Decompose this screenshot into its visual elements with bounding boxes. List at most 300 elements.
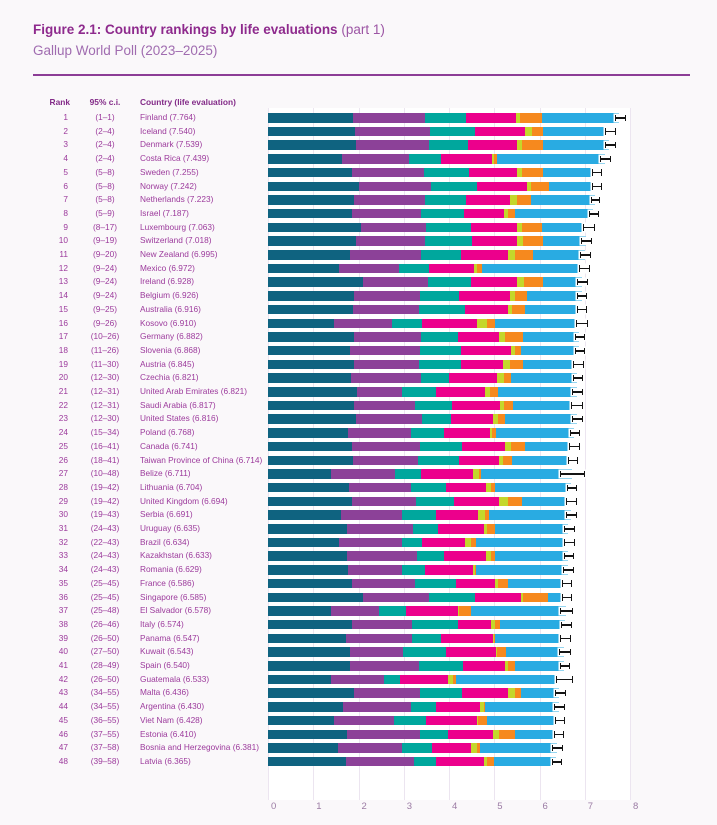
country-label: Australia (6.916) — [140, 303, 201, 314]
segment-1-dark-teal — [268, 264, 339, 274]
table-row — [0, 440, 717, 454]
country-label: Finland (7.764) — [140, 112, 196, 122]
country-label: Netherlands (7.223) — [140, 194, 214, 205]
segment-4-magenta — [466, 113, 516, 123]
ci-whisker — [560, 635, 571, 641]
segment-6-orange — [478, 716, 488, 726]
rank-value: 14 — [58, 290, 68, 301]
segment-7-light-blue — [543, 168, 596, 178]
ci-rank-range: (5–8) — [95, 166, 115, 177]
table-row — [0, 741, 717, 755]
ci-whisker — [564, 553, 574, 559]
ci-whisker — [605, 142, 616, 148]
segment-4-magenta — [444, 428, 490, 438]
segment-6-orange — [497, 647, 506, 657]
rank-value: 36 — [58, 591, 68, 602]
segment-4-magenta — [464, 209, 504, 219]
table-row — [0, 495, 717, 509]
segment-1-dark-teal — [268, 551, 347, 561]
country-label: Denmark (7.539) — [140, 139, 203, 150]
ci-rank-range: (37–58) — [90, 742, 120, 753]
segment-7-light-blue — [543, 277, 582, 287]
segment-2-purple — [331, 606, 379, 616]
segment-3-teal — [402, 510, 435, 520]
table-row — [0, 755, 717, 769]
ci-rank-range: (27–50) — [90, 646, 120, 657]
segment-7-light-blue — [495, 483, 571, 493]
table-row — [0, 618, 717, 632]
segment-1-dark-teal — [268, 497, 352, 507]
segment-7-light-blue — [480, 743, 556, 753]
segment-2-purple — [356, 414, 422, 424]
segment-6-orange — [512, 305, 525, 315]
ci-whisker — [576, 320, 588, 326]
segment-2-purple — [359, 182, 432, 192]
segment-1-dark-teal — [268, 387, 357, 397]
country-label: Singapore (6.585) — [140, 591, 207, 602]
stacked-bar — [268, 209, 593, 219]
ci-whisker — [577, 279, 588, 285]
segment-2-purple — [356, 140, 428, 150]
ci-rank-range: (5–9) — [95, 207, 115, 218]
rank-value: 28 — [58, 481, 68, 492]
segment-4-magenta — [469, 168, 517, 178]
segment-7-light-blue — [531, 195, 595, 205]
ci-rank-range: (25–45) — [90, 591, 120, 602]
segment-7-light-blue — [515, 209, 594, 219]
segment-5-yellow-green — [508, 250, 515, 260]
segment-2-purple — [356, 236, 425, 246]
country-label: Austria (6.845) — [140, 358, 195, 369]
segment-1-dark-teal — [268, 428, 348, 438]
segment-4-magenta — [462, 688, 509, 698]
country-label: Brazil (6.634) — [140, 536, 190, 547]
table-row — [0, 303, 717, 317]
segment-3-teal — [384, 675, 400, 685]
country-label: Italy (6.574) — [140, 618, 184, 629]
segment-2-purple — [341, 510, 403, 520]
segment-7-light-blue — [495, 551, 568, 561]
segment-7-light-blue — [521, 346, 579, 356]
segment-4-magenta — [448, 730, 493, 740]
segment-3-teal — [421, 332, 458, 342]
segment-6-orange — [515, 291, 527, 301]
segment-1-dark-teal — [268, 195, 354, 205]
segment-6-orange — [499, 730, 515, 740]
ci-rank-range: (2–4) — [95, 153, 115, 164]
segment-6-orange — [524, 277, 543, 287]
rank-value: 10 — [58, 235, 68, 246]
segment-3-teal — [429, 140, 468, 150]
segment-3-teal — [414, 757, 437, 767]
table-row — [0, 399, 717, 413]
segment-5-yellow-green — [499, 497, 508, 507]
segment-1-dark-teal — [268, 223, 361, 233]
segment-7-light-blue — [542, 113, 619, 123]
segment-7-light-blue — [525, 442, 573, 452]
segment-1-dark-teal — [268, 168, 352, 178]
table-row — [0, 125, 717, 139]
table-row — [0, 714, 717, 728]
ci-whisker — [554, 704, 565, 710]
stacked-bar — [268, 305, 581, 315]
ci-whisker — [575, 334, 585, 340]
segment-7-light-blue — [485, 702, 559, 712]
segment-3-teal — [420, 730, 448, 740]
table-row — [0, 645, 717, 659]
country-label: Canada (6.741) — [140, 440, 198, 451]
segment-5-yellow-green — [517, 277, 524, 287]
segment-4-magenta — [468, 140, 517, 150]
table-row — [0, 193, 717, 207]
table-row — [0, 577, 717, 591]
country-label: Panama (6.547) — [140, 632, 200, 643]
segment-2-purple — [352, 497, 416, 507]
segment-4-magenta — [477, 182, 527, 192]
stacked-bar — [268, 223, 587, 233]
stacked-bar — [268, 182, 596, 192]
ci-whisker — [568, 457, 578, 463]
table-row — [0, 659, 717, 673]
table-row — [0, 248, 717, 262]
segment-7-light-blue — [476, 538, 568, 548]
segment-6-orange — [487, 757, 494, 767]
x-tick-label: 1 — [316, 801, 322, 812]
segment-7-light-blue — [515, 730, 558, 740]
rank-value: 5 — [63, 166, 68, 177]
ci-whisker — [552, 759, 562, 765]
segment-4-magenta — [400, 675, 448, 685]
ci-rank-range: (37–55) — [90, 728, 120, 739]
rank-value: 2 — [63, 125, 68, 136]
ci-whisker — [605, 128, 616, 134]
segment-4-magenta — [429, 264, 474, 274]
ci-whisker — [555, 690, 566, 696]
ci-rank-range: (9–19) — [93, 235, 117, 246]
stacked-bar — [268, 538, 568, 548]
segment-4-magenta — [472, 236, 517, 246]
segment-2-purple — [347, 524, 413, 534]
stacked-bar — [268, 661, 564, 671]
stacked-bar — [268, 140, 609, 150]
ci-rank-range: (5–8) — [95, 180, 115, 191]
ci-rank-range: (25–45) — [90, 577, 120, 588]
segment-1-dark-teal — [268, 236, 356, 246]
segment-7-light-blue — [456, 675, 564, 685]
segment-3-teal — [421, 250, 461, 260]
country-label: Latvia (6.365) — [140, 755, 191, 766]
segment-3-teal — [426, 223, 471, 233]
segment-6-orange — [504, 401, 513, 411]
segment-4-magenta — [446, 483, 486, 493]
ci-rank-range: (9–24) — [93, 262, 117, 273]
segment-6-orange — [508, 661, 515, 671]
ci-whisker — [567, 485, 577, 491]
ci-rank-range: (39–58) — [90, 755, 120, 766]
ci-whisker — [563, 567, 574, 573]
table-row — [0, 508, 717, 522]
segment-1-dark-teal — [268, 757, 346, 767]
segment-3-teal — [392, 319, 423, 329]
rank-value: 38 — [58, 618, 68, 629]
title-divider-rule — [33, 74, 690, 76]
rank-value: 29 — [58, 495, 68, 506]
ci-whisker — [592, 169, 602, 175]
x-tick-label: 0 — [271, 801, 277, 812]
country-label: United Arab Emirates (6.821) — [140, 386, 247, 396]
segment-3-teal — [402, 387, 435, 397]
rank-value: 43 — [58, 687, 68, 698]
ci-whisker — [561, 622, 571, 628]
country-label: Argentina (6.430) — [140, 701, 205, 712]
ci-rank-range: (16–41) — [90, 440, 120, 451]
ci-whisker — [569, 443, 580, 449]
segment-6-orange — [498, 579, 508, 589]
ci-whisker — [575, 348, 585, 354]
segment-7-light-blue — [498, 387, 577, 397]
x-axis — [268, 801, 668, 817]
table-row — [0, 385, 717, 399]
table-row — [0, 467, 717, 481]
ci-whisker — [581, 238, 592, 244]
stacked-bar — [268, 716, 559, 726]
ci-whisker — [591, 197, 600, 203]
segment-6-orange — [510, 360, 523, 370]
stacked-bar — [268, 442, 573, 452]
segment-6-orange — [459, 606, 471, 616]
segment-2-purple — [351, 373, 422, 383]
rank-value: 31 — [58, 523, 68, 533]
segment-1-dark-teal — [268, 565, 348, 575]
segment-4-magenta — [471, 277, 517, 287]
segment-2-purple — [352, 579, 415, 589]
country-label: Germany (6.882) — [140, 331, 203, 342]
segment-2-purple — [354, 401, 415, 411]
segment-7-light-blue — [543, 127, 610, 137]
table-row — [0, 522, 717, 536]
table-row — [0, 673, 717, 687]
segment-4-magenta — [425, 565, 473, 575]
table-row — [0, 371, 717, 385]
ci-rank-range: (11–26) — [91, 344, 119, 355]
segment-2-purple — [346, 757, 414, 767]
stacked-bar — [268, 360, 578, 370]
table-column-headers — [0, 95, 717, 109]
segment-7-light-blue — [542, 223, 588, 233]
segment-7-light-blue — [506, 647, 564, 657]
segment-3-teal — [420, 291, 458, 301]
header-rank: Rank — [49, 97, 70, 107]
stacked-bar — [268, 647, 564, 657]
segment-5-yellow-green — [503, 360, 510, 370]
country-label: Estonia (6.410) — [140, 728, 197, 739]
segment-2-purple — [349, 483, 411, 493]
segment-3-teal — [425, 195, 466, 205]
table-row — [0, 686, 717, 700]
ci-rank-range: (26–46) — [90, 618, 120, 629]
segment-7-light-blue — [505, 414, 577, 424]
ci-rank-range: (12–30) — [90, 372, 120, 383]
segment-1-dark-teal — [268, 661, 350, 671]
segment-1-dark-teal — [268, 291, 354, 301]
segment-1-dark-teal — [268, 209, 352, 219]
segment-2-purple — [338, 743, 402, 753]
segment-2-purple — [331, 469, 395, 479]
rank-value: 3 — [63, 139, 68, 150]
segment-1-dark-teal — [268, 743, 338, 753]
segment-3-teal — [419, 661, 463, 671]
segment-3-teal — [413, 524, 438, 534]
segment-6-orange — [522, 168, 543, 178]
rank-value: 32 — [58, 536, 68, 547]
segment-5-yellow-green — [525, 127, 532, 137]
segment-4-magenta — [458, 332, 499, 342]
country-label: United States (6.816) — [140, 413, 219, 424]
segment-1-dark-teal — [268, 127, 355, 137]
segment-1-dark-teal — [268, 675, 331, 685]
ci-whisker — [615, 115, 626, 121]
segment-4-magenta — [422, 538, 465, 548]
rank-value: 27 — [58, 468, 68, 479]
ci-rank-range: (24–43) — [90, 550, 120, 561]
segment-6-orange — [520, 113, 542, 123]
segment-2-purple — [354, 688, 420, 698]
ci-whisker — [592, 183, 602, 189]
table-row — [0, 728, 717, 742]
table-row — [0, 330, 717, 344]
stacked-bar — [268, 428, 574, 438]
table-row — [0, 700, 717, 714]
segment-2-purple — [342, 154, 409, 164]
segment-4-magenta — [465, 305, 508, 315]
header-ci: 95% c.i. — [89, 97, 121, 107]
country-label: Saudi Arabia (6.817) — [140, 399, 216, 410]
stacked-bar — [268, 195, 595, 205]
table-row — [0, 604, 717, 618]
x-tick-label: 4 — [452, 801, 458, 812]
segment-3-teal — [419, 305, 465, 315]
ci-whisker — [552, 745, 563, 751]
stacked-bar — [268, 593, 566, 603]
segment-4-magenta — [446, 647, 496, 657]
stacked-bar — [268, 277, 582, 287]
rank-value: 25 — [58, 440, 68, 451]
ci-whisker — [554, 731, 564, 737]
country-label: Kosovo (6.910) — [140, 317, 197, 328]
segment-3-teal — [429, 593, 475, 603]
country-label: Kazakhstan (6.633) — [140, 550, 212, 561]
table-row — [0, 275, 717, 289]
rank-value: 23 — [58, 413, 68, 424]
country-label: Israel (7.187) — [140, 207, 189, 218]
stacked-bar — [268, 264, 583, 274]
stacked-bar — [268, 401, 577, 411]
segment-6-orange — [523, 236, 543, 246]
segment-3-teal — [399, 264, 429, 274]
segment-1-dark-teal — [268, 456, 353, 466]
segment-2-purple — [331, 675, 384, 685]
rank-value: 45 — [58, 714, 68, 725]
segment-3-teal — [394, 716, 426, 726]
ci-rank-range: (34–55) — [90, 701, 120, 712]
segment-5-yellow-green — [478, 510, 485, 520]
segment-2-purple — [350, 661, 419, 671]
segment-4-magenta — [441, 154, 492, 164]
segment-3-teal — [403, 647, 446, 657]
segment-4-magenta — [436, 702, 480, 712]
segment-4-magenta — [462, 442, 505, 452]
segment-1-dark-teal — [268, 730, 347, 740]
segment-7-light-blue — [495, 634, 564, 644]
country-label: Norway (7.242) — [140, 180, 197, 191]
country-label: Romania (6.629) — [140, 564, 202, 575]
ci-rank-range: (2–4) — [95, 125, 115, 136]
segment-2-purple — [353, 456, 418, 466]
stacked-bar — [268, 414, 577, 424]
segment-2-purple — [353, 305, 419, 315]
segment-3-teal — [424, 168, 469, 178]
stacked-bar — [268, 387, 577, 397]
ci-rank-range: (18–41) — [90, 454, 120, 465]
segment-2-purple — [348, 428, 411, 438]
segment-2-purple — [347, 551, 417, 561]
segment-4-magenta — [471, 223, 518, 233]
table-row — [0, 289, 717, 303]
ci-rank-range: (26–50) — [90, 673, 120, 684]
segment-2-purple — [352, 442, 420, 452]
segment-3-teal — [415, 401, 452, 411]
segment-7-light-blue — [508, 579, 566, 589]
rank-value: 1 — [63, 112, 68, 122]
segment-1-dark-teal — [268, 634, 346, 644]
segment-3-teal — [412, 634, 441, 644]
ci-whisker — [580, 252, 591, 258]
ci-whisker — [573, 361, 584, 367]
ci-rank-range: (24–43) — [90, 564, 120, 575]
ci-rank-range: (10–26) — [90, 331, 120, 342]
ci-rank-range: (25–48) — [90, 605, 120, 616]
table-row — [0, 563, 717, 577]
rank-value: 16 — [58, 317, 68, 328]
segment-3-teal — [379, 606, 406, 616]
segment-2-purple — [346, 634, 413, 644]
segment-6-orange — [532, 127, 543, 137]
segment-4-magenta — [459, 291, 510, 301]
ci-rank-range: (2–4) — [95, 139, 115, 150]
segment-7-light-blue — [471, 606, 566, 616]
segment-5-yellow-green — [477, 319, 487, 329]
table-row — [0, 591, 717, 605]
stacked-bar — [268, 127, 609, 137]
ci-whisker — [559, 649, 571, 655]
segment-3-teal — [402, 565, 425, 575]
rank-value: 7 — [63, 194, 68, 205]
segment-3-teal — [421, 209, 464, 219]
segment-7-light-blue — [482, 264, 583, 274]
country-label: Slovenia (6.868) — [140, 344, 201, 355]
segment-1-dark-teal — [268, 319, 334, 329]
ci-rank-range: (1–1) — [95, 112, 115, 122]
segment-2-purple — [348, 565, 402, 575]
segment-7-light-blue — [511, 373, 577, 383]
segment-7-light-blue — [495, 319, 581, 329]
segment-4-magenta — [406, 606, 458, 616]
figure-subtitle: Gallup World Poll (2023–2025) — [33, 43, 218, 58]
segment-4-magenta — [451, 414, 494, 424]
ci-rank-range: (12–31) — [90, 399, 120, 410]
segment-3-teal — [416, 497, 454, 507]
stacked-bar — [268, 606, 566, 616]
